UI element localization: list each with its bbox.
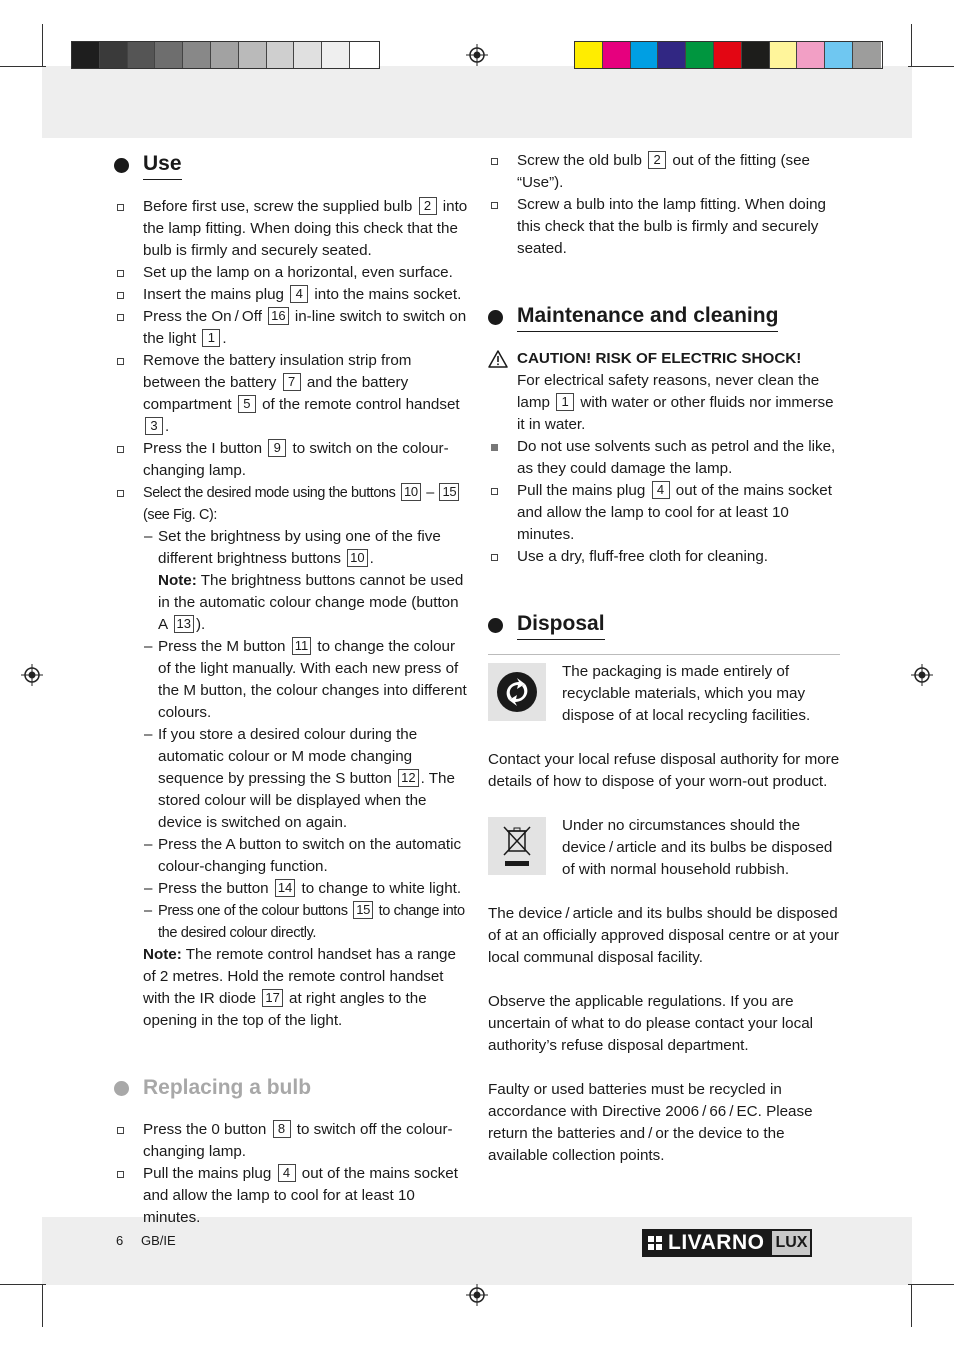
language-code: GB/IE bbox=[141, 1233, 176, 1248]
color-swatch bbox=[797, 42, 825, 68]
list-item: Remove the battery insulation strip from between the battery 7 and the battery compartment 5 of the remote control handset 3 . bbox=[114, 350, 470, 438]
sub-item: – If you store a desired colour during the automatic colour or M mode changing sequence by pressing the S button 12 . The stored colour will be displayed when the device is switched on again. bbox=[144, 726, 455, 831]
list-item: Select the desired mode using the buttons 10 – 15 (see Fig. C): bbox=[114, 482, 470, 526]
disposal-contact-text: Contact your local refuse disposal authority for more details of how to dispose of your worn-out product. bbox=[488, 751, 840, 790]
color-swatch bbox=[183, 42, 211, 68]
color-swatch bbox=[100, 42, 128, 68]
color-swatch bbox=[239, 42, 267, 68]
color-swatch bbox=[686, 42, 714, 68]
page-number: 6 bbox=[116, 1233, 124, 1248]
list-item: Press the 0 button 8 to switch off the colour-changing lamp. bbox=[114, 1119, 470, 1163]
color-swatch bbox=[631, 42, 659, 68]
replacing-heading-text: Replacing a bulb bbox=[143, 1076, 312, 1099]
list-item: Pull the mains plug 4 out of the mains socket and allow the lamp to cool for at least 10 minutes. bbox=[114, 1163, 470, 1229]
color-swatch bbox=[72, 42, 100, 68]
brand-suffix: LUX bbox=[770, 1229, 812, 1257]
list-item: Screw a bulb into the lamp fitting. When doing this check that the bulb is firmly and securely seated. bbox=[488, 194, 840, 260]
list-item: Before first use, screw the supplied bulb 2 into the lamp fitting. When doing this check that the bulb is firmly and securely seated. bbox=[114, 196, 470, 262]
replacing-heading bbox=[114, 1074, 470, 1103]
color-swatch bbox=[853, 42, 881, 68]
color-swatch bbox=[714, 42, 742, 68]
bullet-dot-icon bbox=[488, 618, 503, 633]
logo-mark-icon bbox=[648, 1236, 662, 1250]
sub-item: – Press one of the colour buttons 15 to change into the desired colour directly. bbox=[144, 902, 465, 941]
crossed-bin-icon bbox=[488, 817, 546, 875]
bullet-dot-icon bbox=[488, 310, 503, 325]
color-swatch bbox=[742, 42, 770, 68]
grayscale-color-bar bbox=[71, 41, 380, 69]
list-item: Use a dry, fluff-free cloth for cleaning. bbox=[488, 546, 840, 568]
color-swatch bbox=[211, 42, 239, 68]
sub-item: – Set the brightness by using one of the five different brightness buttons 10 . bbox=[144, 528, 441, 567]
sub-note: Note: The brightness buttons cannot be used in the automatic colour change mode (button A 13 ). bbox=[158, 572, 464, 633]
list-item: Screw the old bulb 2 out of the fitting (see “Use”). bbox=[488, 150, 840, 194]
electric-shock-warning: CAUTION! RISK OF ELECTRIC SHOCK! For electrical safety reasons, never clean the lamp 1 with water or other fluids nor immerse it in water. bbox=[488, 348, 840, 436]
color-swatch bbox=[658, 42, 686, 68]
use-heading bbox=[114, 150, 470, 180]
color-swatch bbox=[770, 42, 798, 68]
bullet-dot-icon bbox=[114, 158, 129, 173]
crop-mark bbox=[911, 1285, 912, 1327]
color-swatch bbox=[825, 42, 853, 68]
sub-item: – Press the A button to switch on the automatic colour-changing function. bbox=[144, 836, 462, 875]
process-color-bar bbox=[574, 41, 883, 69]
list-item: Press the On / Off 16 in-line switch to switch on the light 1 . bbox=[114, 306, 470, 350]
crop-mark bbox=[42, 1285, 43, 1327]
header-band bbox=[42, 66, 912, 138]
crop-mark bbox=[42, 24, 43, 66]
disposal-heading bbox=[488, 610, 840, 640]
crop-mark bbox=[908, 1284, 954, 1285]
color-swatch bbox=[350, 42, 378, 68]
registration-mark-icon bbox=[911, 664, 933, 686]
maintenance-heading bbox=[488, 302, 840, 332]
color-swatch bbox=[267, 42, 295, 68]
crop-mark bbox=[908, 66, 954, 67]
disposal-regulations-text: Observe the applicable regulations. If you are uncertain of what to do please contact your local authority’s refuse disposal department. bbox=[488, 993, 814, 1054]
bullet-dot-icon bbox=[114, 1081, 129, 1096]
livarno-lux-logo bbox=[642, 1229, 812, 1257]
registration-mark-icon bbox=[21, 664, 43, 686]
packaging-info: The packaging is made entirely of recyclable materials, which you may dispose of at local recycling facilities. bbox=[488, 654, 840, 727]
disposal-heading-text: Disposal bbox=[517, 610, 605, 640]
crop-mark bbox=[0, 1284, 46, 1285]
disposal-batteries-text: Faulty or used batteries must be recycled in accordance with Directive 2006 / 66 / EC. Please return the batteries and / or the device to the available collection points. bbox=[488, 1081, 813, 1164]
right-column bbox=[488, 150, 840, 1167]
household-waste-info: Under no circumstances should the device / article and its bulbs be disposed of with normal household rubbish. bbox=[488, 815, 840, 881]
color-swatch bbox=[294, 42, 322, 68]
crop-mark bbox=[911, 24, 912, 66]
left-column bbox=[114, 150, 470, 1229]
color-swatch bbox=[322, 42, 350, 68]
crop-mark bbox=[0, 66, 46, 67]
list-item: Pull the mains plug 4 out of the mains socket and allow the lamp to cool for at least 10 minutes. bbox=[488, 480, 840, 546]
warning-triangle-icon bbox=[488, 350, 508, 368]
registration-mark-icon bbox=[466, 44, 488, 66]
brand-name: LIVARNO bbox=[668, 1231, 765, 1254]
color-swatch bbox=[575, 42, 603, 68]
disposal-approved-text: The device / article and its bulbs should be disposed of at an officially approved disposal centre or at your local communal disposal facility. bbox=[488, 905, 839, 966]
list-item: Press the I button 9 to switch on the colour-changing lamp. bbox=[114, 438, 470, 482]
color-swatch bbox=[603, 42, 631, 68]
sub-item: – Press the button 14 to change to white light. bbox=[144, 880, 462, 897]
maintenance-heading-text: Maintenance and cleaning bbox=[517, 302, 778, 332]
registration-mark-icon bbox=[466, 1284, 488, 1306]
use-note: Note: The remote control handset has a range of 2 metres. Hold the remote control handset with the IR diode 17 at right angles to the opening in the top of the light. bbox=[143, 946, 456, 1029]
sub-item: – Press the M button 11 to change the colour of the light manually. With each new press of the M button, the colour changes into different colours. bbox=[144, 638, 467, 721]
list-item: Set up the lamp on a horizontal, even surface. bbox=[114, 262, 470, 284]
color-swatch bbox=[155, 42, 183, 68]
warning-title: CAUTION! RISK OF ELECTRIC SHOCK! bbox=[517, 350, 802, 367]
recycling-icon bbox=[488, 663, 546, 721]
use-heading-text: Use bbox=[143, 150, 182, 180]
list-item: Do not use solvents such as petrol and the like, as they could damage the lamp. bbox=[488, 436, 840, 480]
color-swatch bbox=[128, 42, 156, 68]
list-item: Insert the mains plug 4 into the mains socket. bbox=[114, 284, 470, 306]
